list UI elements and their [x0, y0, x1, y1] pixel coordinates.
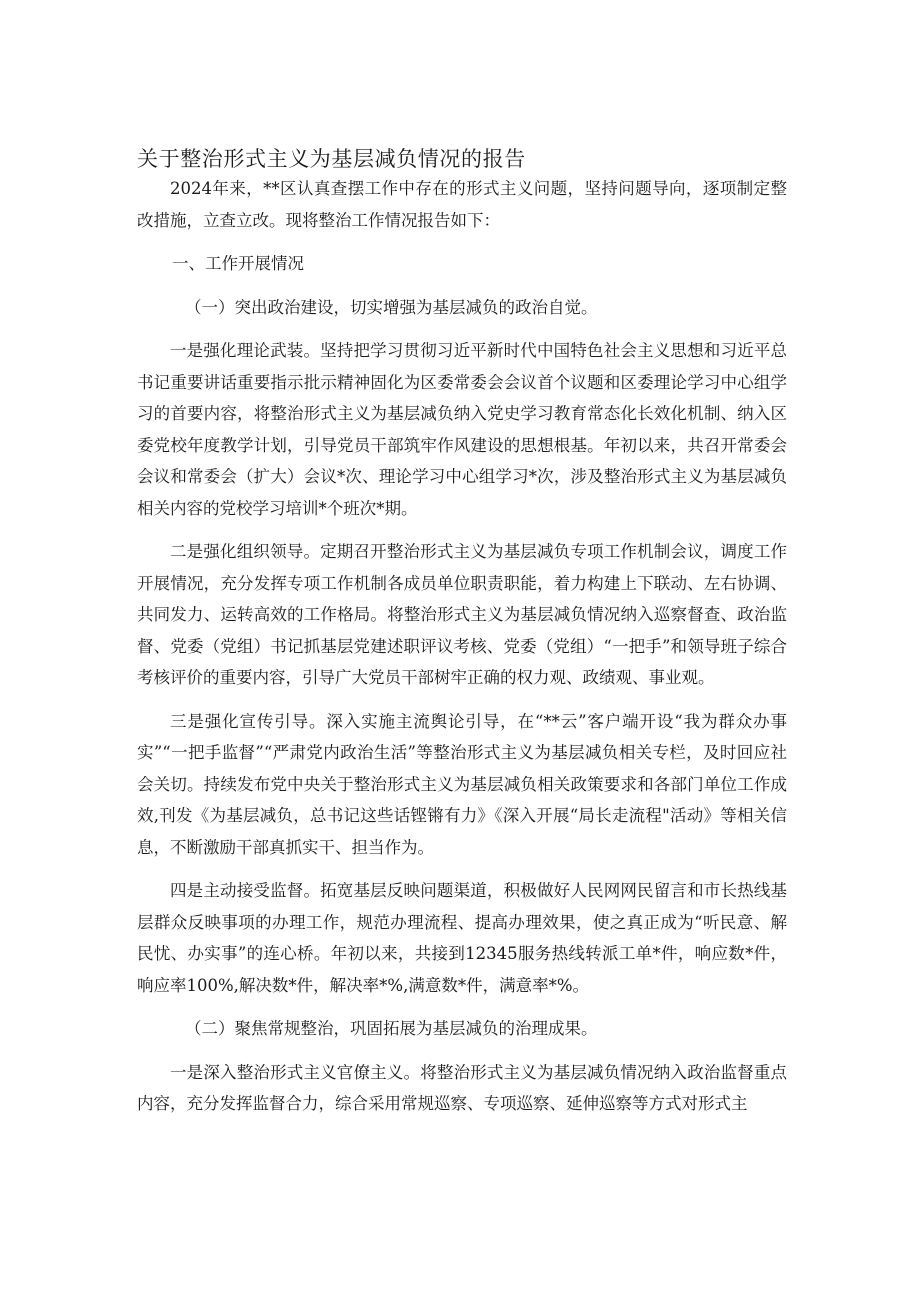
paragraph-theory: 一是强化理论武装。坚持把学习贯彻习近平新时代中国特色社会主义思想和习近平总书记重要讲话重要指示批示精神固化为区委常委会会议首个议题和区委理论学习中心组学习的首要内容，将整治形式主义为基层减负纳入党史学习教育常态化长效化机制、纳入区委党校年度教学计划，引导党员干部筑牢作风建设的思想根基。年初以来，共召开常委会会议和常委会（扩大）会议*次、理论学习中心组学习*次，涉及整治形式主义为基层减负相关内容的党校学习培训*个班次*期。 [137, 341, 787, 518]
document-body [137, 165, 787, 1120]
paragraph-leadership: 二是强化组织领导。定期召开整治形式主义为基层减负专项工作机制会议，调度工作开展情况，充分发挥专项工作机制各成员单位职责职能，着力构建上下联动、左右协调、共同发力、运转高效的工作格局。将整治形式主义为基层减负情况纳入巡察督查、政治监督、党委（党组）书记抓基层党建述职评议考核、党委（党组）“一把手”和领导班子综合考核评价的重要内容，引导广大党员干部树牢正确的权力观、政绩观、事业观。 [137, 542, 787, 687]
paragraph-publicity: 三是强化宣传引导。深入实施主流舆论引导，在“**云”客户端开设“我为群众办事实”“一把手监督”“严肃党内政治生活”等整治形式主义为基层减负相关专栏，及时回应社会关切。持续发布党中央关于整治形式主义为基层减负相关政策要求和各部门单位工作成效,刊发《为基层减负，总书记这些话铿锵有力》《深入开展“局长走流程"活动》等相关信息，不断激励干部真抓实干、担当作为。 [137, 711, 787, 857]
document-title: 关于整治形式主义为基层减负情况的报告 [137, 147, 526, 171]
subsection-heading-2: （二）聚焦常规整治，巩固拓展为基层减负的治理成果。 [185, 1019, 598, 1038]
intro-paragraph: 2024年来，**区认真查摆工作中存在的形式主义问题，坚持问题导向，逐项制定整改措施，立查立改。现将整治工作情况报告如下： [137, 179, 787, 230]
paragraph-rectification: 一是深入整治形式主义官僚主义。将整治形式主义为基层减负情况纳入政治监督重点内容，充分发挥监督合力，综合采用常规巡察、专项巡察、延伸巡察等方式对形式主 [137, 1062, 787, 1113]
section-heading-1: 一、工作开展情况 [172, 254, 304, 273]
subsection-heading-1: （一）突出政治建设，切实增强为基层减负的政治自觉。 [185, 297, 598, 317]
paragraph-supervision: 四是主动接受监督。拓宽基层反映问题渠道，积极做好人民网网民留言和市长热线基层群众反映事项的办理工作，规范办理流程、提高办理效果，使之真正成为“听民意、解民忧、办实事”的连心桥。年初以来，共接到12345服务热线转派工单*件，响应数*件，响应率100%,解决数*件，解决率*%,满意数*件，满意率*%。 [137, 881, 787, 995]
